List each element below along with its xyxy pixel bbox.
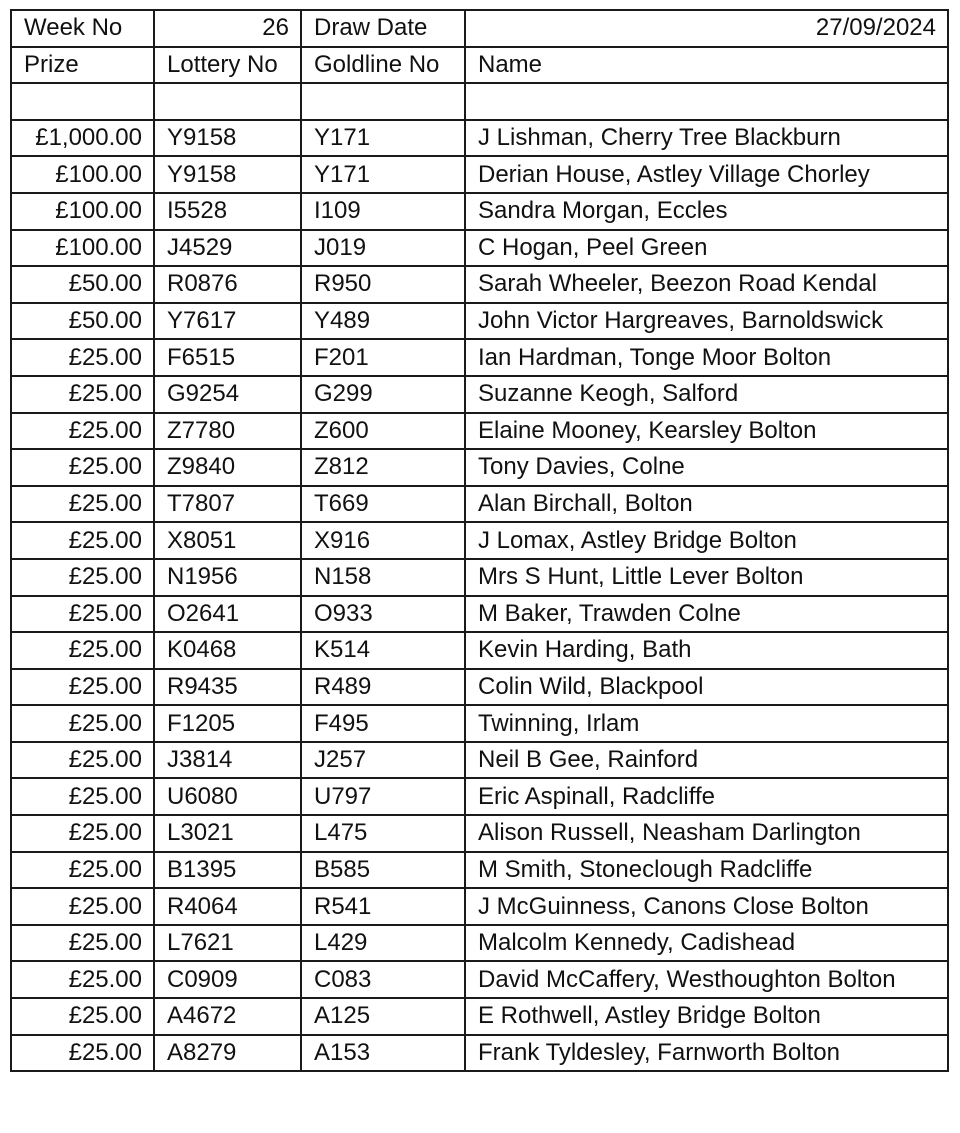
- goldline-no-cell: N158: [301, 559, 465, 596]
- goldline-no-cell: A125: [301, 998, 465, 1035]
- goldline-no-cell: R950: [301, 266, 465, 303]
- winner-name-cell: Suzanne Keogh, Salford: [465, 376, 948, 413]
- lottery-no-cell: A8279: [154, 1035, 301, 1072]
- table-row: [11, 669, 948, 706]
- winner-name-cell: Malcolm Kennedy, Cadishead: [465, 925, 948, 962]
- prize-cell: £25.00: [11, 998, 154, 1035]
- column-header-name: Name: [465, 47, 948, 84]
- prize-cell: £25.00: [11, 852, 154, 889]
- column-header-goldline-no: Goldline No: [301, 47, 465, 84]
- table-row: [11, 303, 948, 340]
- draw-date-label: Draw Date: [301, 10, 465, 47]
- prize-cell: £100.00: [11, 193, 154, 230]
- prize-cell: £25.00: [11, 522, 154, 559]
- winner-name-cell: M Baker, Trawden Colne: [465, 596, 948, 633]
- table-row: [11, 522, 948, 559]
- goldline-no-cell: K514: [301, 632, 465, 669]
- lottery-no-cell: L7621: [154, 925, 301, 962]
- column-header-lottery-no: Lottery No: [154, 47, 301, 84]
- prize-cell: £50.00: [11, 303, 154, 340]
- table-row: [11, 413, 948, 450]
- week-label: Week No: [11, 10, 154, 47]
- goldline-no-cell: L429: [301, 925, 465, 962]
- prize-cell: £25.00: [11, 888, 154, 925]
- lottery-no-cell: K0468: [154, 632, 301, 669]
- goldline-no-cell: Y171: [301, 120, 465, 157]
- winner-name-cell: John Victor Hargreaves, Barnoldswick: [465, 303, 948, 340]
- winner-name-cell: Colin Wild, Blackpool: [465, 669, 948, 706]
- prize-cell: £25.00: [11, 413, 154, 450]
- lottery-no-cell: Y9158: [154, 120, 301, 157]
- lottery-no-cell: L3021: [154, 815, 301, 852]
- lottery-no-cell: U6080: [154, 778, 301, 815]
- prize-cell: £25.00: [11, 449, 154, 486]
- goldline-no-cell: X916: [301, 522, 465, 559]
- goldline-no-cell: R541: [301, 888, 465, 925]
- table-row: [11, 596, 948, 633]
- week-draw-row: [11, 10, 948, 47]
- lottery-no-cell: Y9158: [154, 156, 301, 193]
- prize-cell: £25.00: [11, 376, 154, 413]
- blank-cell: [301, 83, 465, 120]
- prize-cell: £25.00: [11, 1035, 154, 1072]
- winner-name-cell: Elaine Mooney, Kearsley Bolton: [465, 413, 948, 450]
- prize-cell: £25.00: [11, 339, 154, 376]
- lottery-no-cell: Z7780: [154, 413, 301, 450]
- prize-cell: £25.00: [11, 778, 154, 815]
- table-row: [11, 778, 948, 815]
- table-row: [11, 339, 948, 376]
- blank-cell: [465, 83, 948, 120]
- table-row: [11, 266, 948, 303]
- prize-cell: £100.00: [11, 230, 154, 267]
- table-row: [11, 888, 948, 925]
- lottery-no-cell: R0876: [154, 266, 301, 303]
- table-row: [11, 998, 948, 1035]
- winner-name-cell: Frank Tyldesley, Farnworth Bolton: [465, 1035, 948, 1072]
- goldline-no-cell: Y171: [301, 156, 465, 193]
- prize-cell: £25.00: [11, 705, 154, 742]
- column-header-prize: Prize: [11, 47, 154, 84]
- winner-name-cell: Ian Hardman, Tonge Moor Bolton: [465, 339, 948, 376]
- winner-name-cell: Sandra Morgan, Eccles: [465, 193, 948, 230]
- prize-cell: £50.00: [11, 266, 154, 303]
- lottery-no-cell: I5528: [154, 193, 301, 230]
- prize-cell: £25.00: [11, 486, 154, 523]
- winner-name-cell: J Lishman, Cherry Tree Blackburn: [465, 120, 948, 157]
- table-row: [11, 230, 948, 267]
- lottery-no-cell: C0909: [154, 961, 301, 998]
- winner-name-cell: M Smith, Stoneclough Radcliffe: [465, 852, 948, 889]
- lottery-no-cell: Y7617: [154, 303, 301, 340]
- prize-cell: £1,000.00: [11, 120, 154, 157]
- goldline-no-cell: Y489: [301, 303, 465, 340]
- week-value: 26: [154, 10, 301, 47]
- goldline-no-cell: F495: [301, 705, 465, 742]
- table-row: [11, 449, 948, 486]
- prize-cell: £25.00: [11, 742, 154, 779]
- column-header-row: [11, 47, 948, 84]
- prize-cell: £25.00: [11, 815, 154, 852]
- prize-cell: £25.00: [11, 961, 154, 998]
- winner-name-cell: E Rothwell, Astley Bridge Bolton: [465, 998, 948, 1035]
- goldline-no-cell: Z812: [301, 449, 465, 486]
- winner-name-cell: Neil B Gee, Rainford: [465, 742, 948, 779]
- winner-name-cell: J Lomax, Astley Bridge Bolton: [465, 522, 948, 559]
- winner-name-cell: Alison Russell, Neasham Darlington: [465, 815, 948, 852]
- goldline-no-cell: R489: [301, 669, 465, 706]
- lottery-no-cell: O2641: [154, 596, 301, 633]
- prize-cell: £25.00: [11, 669, 154, 706]
- goldline-no-cell: C083: [301, 961, 465, 998]
- lottery-no-cell: J3814: [154, 742, 301, 779]
- winner-name-cell: Alan Birchall, Bolton: [465, 486, 948, 523]
- table-row: [11, 961, 948, 998]
- winner-name-cell: Sarah Wheeler, Beezon Road Kendal: [465, 266, 948, 303]
- lottery-no-cell: F6515: [154, 339, 301, 376]
- draw-date-value: 27/09/2024: [465, 10, 948, 47]
- prize-cell: £25.00: [11, 632, 154, 669]
- goldline-no-cell: J257: [301, 742, 465, 779]
- lottery-no-cell: X8051: [154, 522, 301, 559]
- table-row: [11, 742, 948, 779]
- goldline-no-cell: T669: [301, 486, 465, 523]
- goldline-no-cell: Z600: [301, 413, 465, 450]
- blank-spacer-row: [11, 83, 948, 120]
- lottery-no-cell: A4672: [154, 998, 301, 1035]
- lottery-no-cell: B1395: [154, 852, 301, 889]
- lottery-no-cell: N1956: [154, 559, 301, 596]
- lottery-results-table: [10, 9, 949, 1072]
- blank-cell: [11, 83, 154, 120]
- goldline-no-cell: G299: [301, 376, 465, 413]
- goldline-no-cell: I109: [301, 193, 465, 230]
- table-row: [11, 1035, 948, 1072]
- table-row: [11, 925, 948, 962]
- table-row: [11, 815, 948, 852]
- goldline-no-cell: B585: [301, 852, 465, 889]
- winner-name-cell: Derian House, Astley Village Chorley: [465, 156, 948, 193]
- winner-name-cell: J McGuinness, Canons Close Bolton: [465, 888, 948, 925]
- lottery-no-cell: G9254: [154, 376, 301, 413]
- goldline-no-cell: J019: [301, 230, 465, 267]
- winner-name-cell: Kevin Harding, Bath: [465, 632, 948, 669]
- lottery-no-cell: Z9840: [154, 449, 301, 486]
- table-row: [11, 156, 948, 193]
- table-row: [11, 559, 948, 596]
- lottery-no-cell: T7807: [154, 486, 301, 523]
- table-row: [11, 632, 948, 669]
- lottery-no-cell: R9435: [154, 669, 301, 706]
- winner-name-cell: Eric Aspinall, Radcliffe: [465, 778, 948, 815]
- table-row: [11, 486, 948, 523]
- lottery-no-cell: J4529: [154, 230, 301, 267]
- goldline-no-cell: F201: [301, 339, 465, 376]
- prize-cell: £25.00: [11, 925, 154, 962]
- blank-cell: [154, 83, 301, 120]
- table-row: [11, 120, 948, 157]
- goldline-no-cell: L475: [301, 815, 465, 852]
- lottery-no-cell: F1205: [154, 705, 301, 742]
- winner-name-cell: C Hogan, Peel Green: [465, 230, 948, 267]
- winner-name-cell: Tony Davies, Colne: [465, 449, 948, 486]
- prize-cell: £25.00: [11, 559, 154, 596]
- winner-name-cell: Mrs S Hunt, Little Lever Bolton: [465, 559, 948, 596]
- table-row: [11, 705, 948, 742]
- table-row: [11, 376, 948, 413]
- winner-name-cell: David McCaffery, Westhoughton Bolton: [465, 961, 948, 998]
- winner-name-cell: Twinning, Irlam: [465, 705, 948, 742]
- prize-cell: £100.00: [11, 156, 154, 193]
- prize-cell: £25.00: [11, 596, 154, 633]
- goldline-no-cell: O933: [301, 596, 465, 633]
- goldline-no-cell: A153: [301, 1035, 465, 1072]
- lottery-no-cell: R4064: [154, 888, 301, 925]
- table-row: [11, 193, 948, 230]
- table-row: [11, 852, 948, 889]
- goldline-no-cell: U797: [301, 778, 465, 815]
